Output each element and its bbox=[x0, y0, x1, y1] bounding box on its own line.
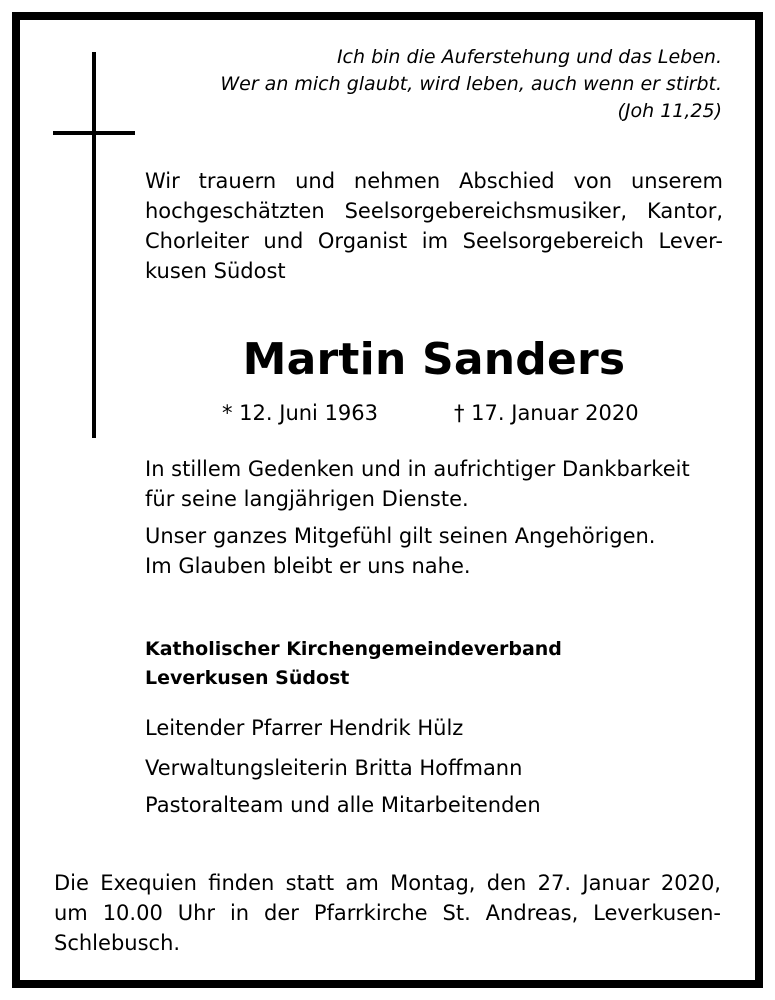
organization-line: Katholischer Kirchengemeindeverband bbox=[145, 638, 562, 660]
cross-vertical-bar bbox=[92, 52, 96, 438]
signatory: Leitender Pfarrer Hendrik Hülz bbox=[145, 716, 464, 740]
remembrance-paragraph bbox=[145, 454, 735, 514]
funeral-notice bbox=[54, 868, 721, 958]
remembrance-line: In stillem Gedenken und in aufrichtiger Dankbarkeit bbox=[145, 457, 690, 481]
signatory: Pastoralteam und alle Mitarbeitenden bbox=[145, 793, 541, 817]
signatory: Verwaltungsleiterin Britta Hoffmann bbox=[145, 756, 523, 780]
condolence-line: Unser ganzes Mitgefühl gilt seinen Angehörigen. bbox=[145, 524, 656, 548]
condolence-paragraph bbox=[145, 521, 735, 581]
funeral-line: Die Exequien finden statt am Montag, den 27. Januar 2020, bbox=[54, 871, 721, 895]
organization-name bbox=[145, 635, 562, 693]
bible-verse bbox=[150, 44, 722, 125]
cross-horizontal-bar bbox=[53, 131, 135, 135]
condolence-line: Im Glauben bleibt er uns nahe. bbox=[145, 554, 471, 578]
deceased-name: Martin Sanders bbox=[242, 334, 626, 385]
verse-line: Wer an mich glaubt, wird leben, auch wenn er stirbt. bbox=[220, 73, 722, 95]
intro-text: Wir trauern und nehmen Abschied von unserem hochgeschätzten Seelsorgebereichsmusiker, Kantor, Chorleiter und Organist im Seelsorgebereich Lever-kusen Südost bbox=[145, 169, 723, 283]
verse-line: Ich bin die Auferstehung und das Leben. bbox=[336, 46, 722, 68]
funeral-line: um 10.00 Uhr in der Pfarrkirche St. Andreas, Leverkusen- bbox=[54, 901, 721, 925]
remembrance-line: für seine langjährigen Dienste. bbox=[145, 487, 469, 511]
death-date: † 17. Januar 2020 bbox=[454, 401, 639, 425]
organization-line: Leverkusen Südost bbox=[145, 667, 350, 689]
verse-reference: (Joh 11,25) bbox=[617, 100, 722, 122]
funeral-line: Schlebusch. bbox=[54, 931, 181, 955]
birth-date: * 12. Juni 1963 bbox=[222, 401, 379, 425]
